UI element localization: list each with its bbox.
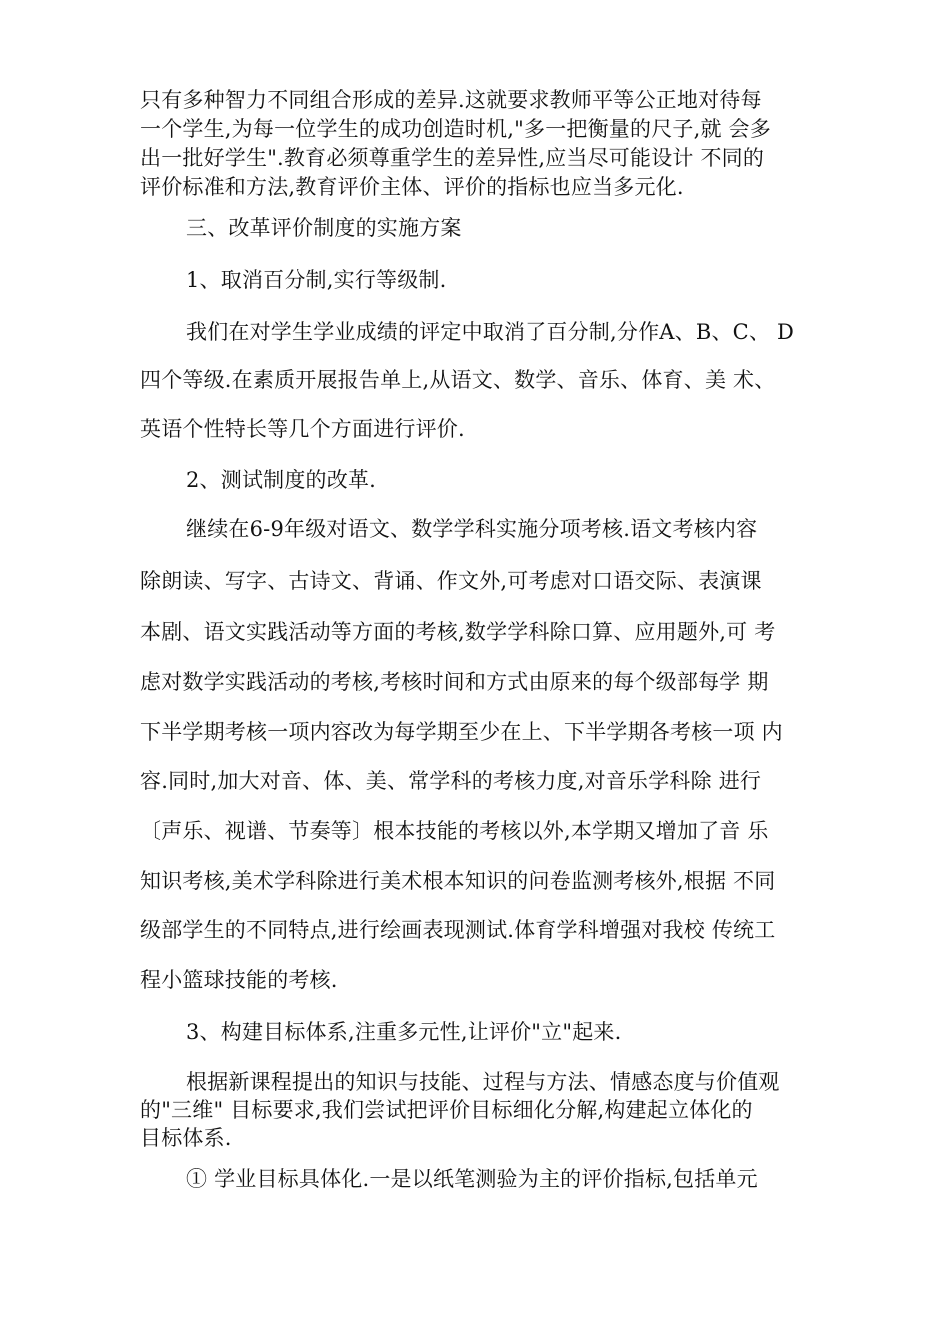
- text-line: 程小篮球技能的考核.: [140, 968, 338, 992]
- text-line: 下半学期考核一项内容改为每学期至少在上、下半学期各考核一项 内: [140, 720, 783, 744]
- text-line: 我们在对学生学业成绩的评定中取消了百分制,分作A、B、C、 D: [186, 320, 795, 344]
- text-line: 一个学生,为每一位学生的成功创造时机,"多一把衡量的尺子,就 会多: [140, 117, 771, 141]
- text-line: 只有多种智力不同组合形成的差异.这就要求教师平等公正地对待每: [140, 88, 762, 112]
- section-heading: 三、改革评价制度的实施方案: [186, 216, 462, 240]
- text-line: 四个等级.在素质开展报告单上,从语文、数学、音乐、体育、美 术、: [140, 368, 776, 392]
- text-line: 容.同时,加大对音、体、美、常学科的考核力度,对音乐学科除 进行: [140, 769, 762, 793]
- text-line: 英语个性特长等几个方面进行评价.: [140, 417, 465, 441]
- text-line: 级部学生的不同特点,进行绘画表现测试.体育学科增强对我校 传统工: [140, 918, 776, 942]
- text-line: 的"三维" 目标要求,我们尝试把评价目标细化分解,构建起立体化的: [140, 1098, 753, 1122]
- text-line: 目标体系.: [140, 1126, 232, 1150]
- text-line: 评价标准和方法,教育评价主体、评价的指标也应当多元化.: [140, 175, 684, 199]
- text-line: 除朗读、写字、古诗文、背诵、作文外,可考虑对口语交际、表演课: [140, 569, 762, 593]
- subsection-heading: 2、测试制度的改革.: [186, 468, 377, 492]
- text-line: 本剧、语文实践活动等方面的考核,数学学科除口算、应用题外,可 考: [140, 620, 776, 644]
- text-line: 〔声乐、视谱、节奏等〕根本技能的考核以外,本学期又增加了音 乐: [140, 819, 769, 843]
- text-line: ① 学业目标具体化.一是以纸笔测验为主的评价指标,包括单元: [186, 1167, 758, 1191]
- text-line: 继续在6-9年级对语文、数学学科实施分项考核.语文考核内容: [186, 517, 758, 541]
- text-line: 根据新课程提出的知识与技能、过程与方法、情感态度与价值观: [186, 1070, 780, 1094]
- subsection-heading: 3、构建目标体系,注重多元性,让评价"立"起来.: [186, 1020, 622, 1044]
- text-line: 知识考核,美术学科除进行美术根本知识的问卷监测考核外,根据 不同: [140, 869, 776, 893]
- subsection-heading: 1、取消百分制,实行等级制.: [186, 268, 447, 292]
- text-line: 虑对数学实践活动的考核,考核时间和方式由原来的每个级部每学 期: [140, 670, 769, 694]
- text-line: 出一批好学生".教育必须尊重学生的差异性,应当尽可能设计 不同的: [140, 146, 765, 170]
